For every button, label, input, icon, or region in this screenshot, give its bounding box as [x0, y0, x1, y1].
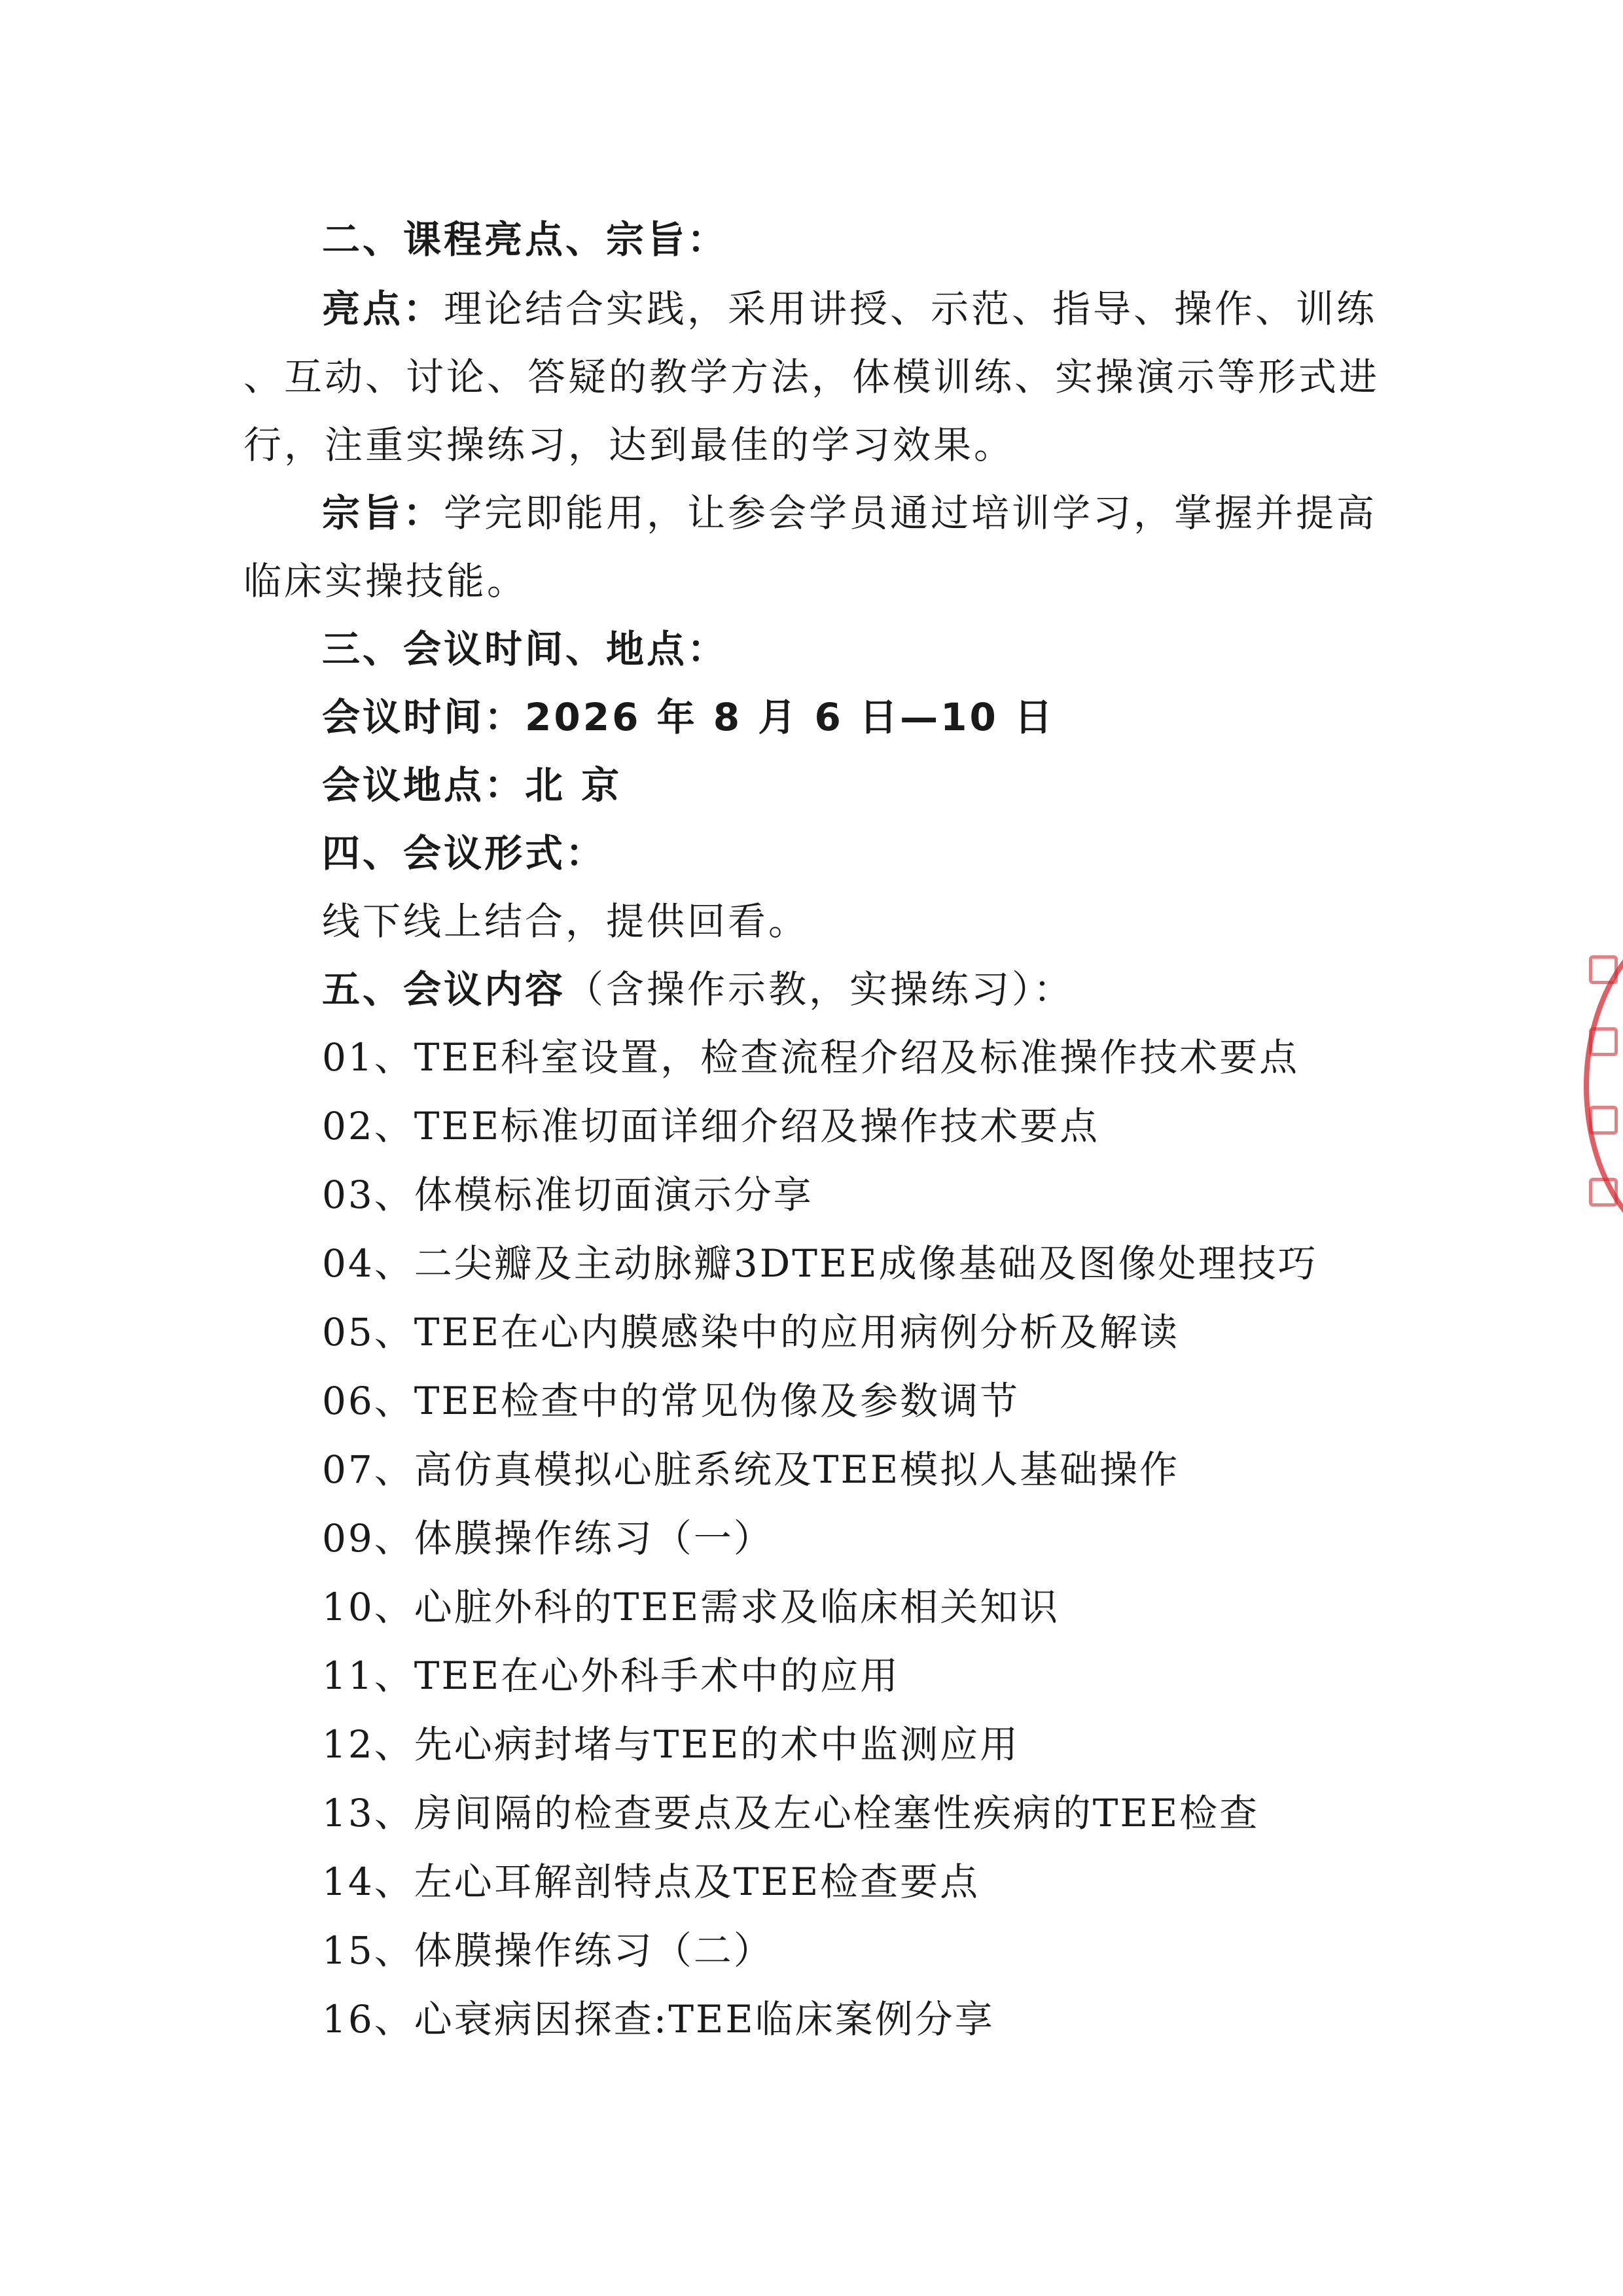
highlight-text: 理论结合实践，采用讲授、示范、指导、操作、训练 — [444, 287, 1378, 331]
section5-heading-note: （含操作示教，实操练习）： — [565, 967, 1075, 1012]
seal-glyph — [1589, 1106, 1618, 1135]
content-item: 04、二尖瓣及主动脉瓣3DTEE成像基础及图像处理技巧 — [322, 1241, 1318, 1286]
purpose-paragraph-line2: 临床实操技能。 — [243, 559, 528, 603]
purpose-paragraph-line1 — [322, 489, 1377, 537]
content-item: 14、左心耳解剖特点及TEE检查要点 — [322, 1860, 980, 1904]
content-item: 06、TEE检查中的常见伪像及参数调节 — [322, 1379, 1020, 1423]
content-item: 09、体膜操作练习（一） — [322, 1516, 774, 1561]
meeting-time: 会议时间：2026 年 8 月 6 日—10 日 — [322, 695, 1056, 739]
section5-heading-line — [322, 966, 1074, 1013]
highlight-paragraph-line3: 行，注重实操练习，达到最佳的学习效果。 — [243, 423, 1015, 467]
section3-heading: 三、会议时间、地点： — [322, 627, 728, 671]
content-item: 12、先心病封堵与TEE的术中监测应用 — [322, 1722, 1020, 1767]
red-seal-stamp — [1584, 916, 1623, 1256]
section5-heading: 五、会议内容 — [322, 967, 566, 1012]
meeting-place: 会议地点：北 京 — [322, 763, 622, 807]
highlight-paragraph-line2: 、互动、讨论、答疑的教学方法，体模训练、实操演示等形式进 — [243, 355, 1380, 399]
content-item: 01、TEE科室设置，检查流程介绍及标准操作技术要点 — [322, 1035, 1300, 1080]
content-item: 02、TEE标准切面详细介绍及操作技术要点 — [322, 1104, 1100, 1148]
content-item: 11、TEE在心外科手术中的应用 — [322, 1653, 901, 1698]
seal-glyph — [1589, 1027, 1618, 1056]
content-item: 13、房间隔的检查要点及左心栓塞性疾病的TEE检查 — [322, 1791, 1260, 1835]
section2-heading: 二、课程亮点、宗旨： — [322, 217, 728, 262]
highlight-paragraph-line1 — [322, 285, 1377, 332]
purpose-text: 学完即能用，让参会学员通过培训学习，掌握并提高 — [444, 491, 1378, 535]
content-item: 05、TEE在心内膜感染中的应用病例分析及解读 — [322, 1310, 1180, 1354]
content-item: 16、心衰病因探查:TEE临床案例分享 — [322, 1997, 995, 2041]
content-item: 15、体膜操作练习（二） — [322, 1928, 774, 1973]
purpose-label: 宗旨： — [322, 491, 444, 535]
seal-glyph — [1589, 955, 1618, 984]
meeting-format: 线下线上结合，提供回看。 — [322, 899, 810, 944]
seal-glyph — [1589, 1178, 1618, 1207]
content-item: 03、体模标准切面演示分享 — [322, 1173, 813, 1217]
content-item: 07、高仿真模拟心脏系统及TEE模拟人基础操作 — [322, 1447, 1180, 1492]
content-item: 10、心脏外科的TEE需求及临床相关知识 — [322, 1585, 1060, 1629]
highlight-label: 亮点： — [322, 287, 444, 331]
section4-heading: 四、会议形式： — [322, 831, 607, 875]
